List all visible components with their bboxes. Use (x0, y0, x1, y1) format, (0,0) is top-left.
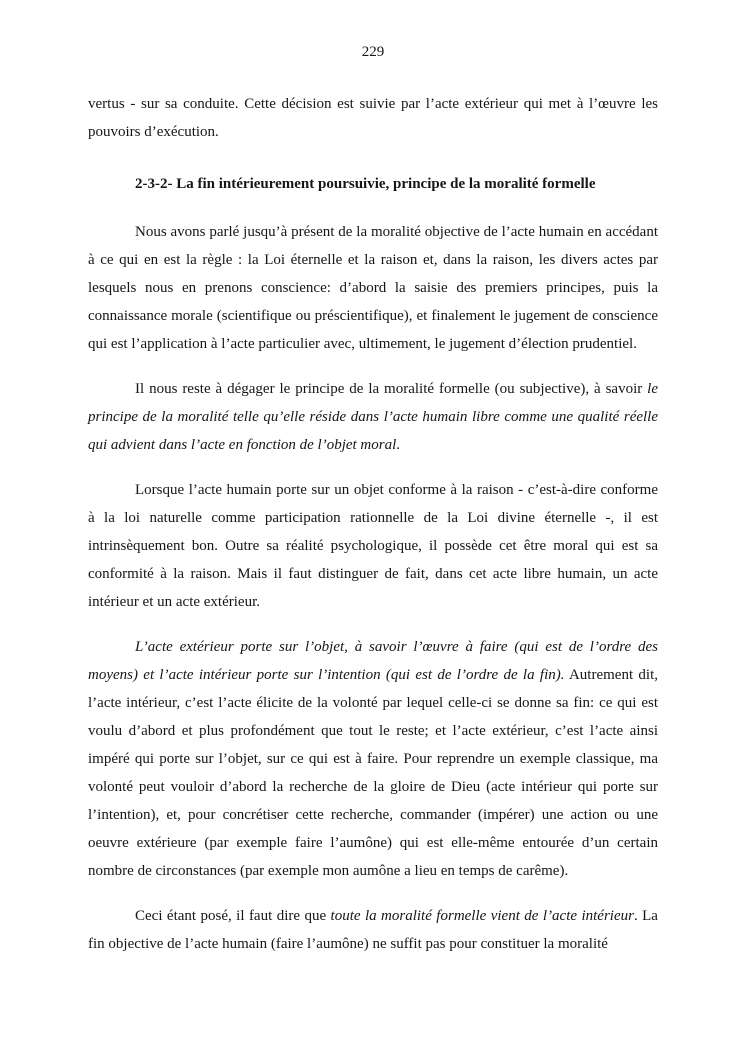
text-segment: . La fin objective de l’acte humain (faire l’aumône) ne suffit pas pour constituer la moralité (88, 908, 658, 952)
text-segment: Il nous reste à dégager le principe de la moralité formelle (ou subjective), à savoir (135, 381, 648, 397)
text-segment: . (396, 437, 401, 453)
section-heading: 2-3-2- La fin intérieurement poursuivie, principe de la moralité formelle (135, 176, 596, 192)
text-segment: Lorsque l’acte humain porte sur un objet conforme à la raison - c’est-à-dire conforme à la loi naturelle comme participation rationnelle de la Loi divine éternelle -, il est intrinsèquement bon. Outre sa réalité psychologique, il possède cet être moral qui est sa conformité à la raison. Mais il faut distinguer de fait, dans cet acte libre humain, un acte intérieur et un acte extérieur. (88, 482, 658, 610)
text-segment: Nous avons parlé jusqu’à présent de la moralité objective de l’acte humain en accédant à ce qui en est la règle : la Loi éternelle et la raison et, dans la raison, les divers actes par lesquels nous en prenons conscience: d’abord la saisie des premiers principes, puis la connaissance morale (scientifique ou préscientifique), et finalement le jugement de conscience qui est l’application à l’acte particulier avec, ultimement, le jugement d’élection prudentiel. (88, 224, 658, 352)
paragraph-conclusion (88, 902, 658, 958)
paragraph-exterior-act-definition (88, 633, 658, 885)
text-segment: Ceci étant posé, il faut dire que (135, 908, 331, 924)
text-segment-italic: toute la moralité formelle vient de l’acte intérieur (330, 908, 634, 924)
text-segment-italic: le principe de la moralité telle qu’elle réside dans l’acte humain libre comme une qualité réelle qui advient dans l’acte en fonction de l’objet moral (88, 381, 658, 453)
text-segment-italic: L’acte extérieur porte sur l’objet, à savoir l’œuvre à faire (qui est de l’ordre des moyens) et l’acte intérieur porte sur l’intention (qui est de l’ordre de la fin). (88, 639, 658, 683)
paragraph-interior-exterior-act (88, 476, 658, 616)
paragraph-objective-morality (88, 218, 658, 358)
page-number: 229 (361, 44, 385, 60)
text-segment: Autrement dit, l’acte intérieur, c’est l’acte élicite de la volonté par lequel celle-ci se donne sa fin: ce qui est voulu d’abord et plus profondément que tout le reste; et l’acte extérieur, c’est l’acte ainsi impéré qui porte sur l’objet, sur ce qui est à faire. Pour reprendre un exemple classique, ma volonté peut vouloir d’abord la recherche de la gloire de Dieu (acte intérieur qui porte sur l’intention), et, pour concrétiser cette recherche, commander (impérer) une action ou une oeuvre extérieure (par exemple faire l’aumône) qui est elle-même entourée d’un certain nombre de circonstances (par exemple mon aumône a lieu en temps de carême). (88, 667, 658, 879)
paragraph-formal-morality-principle (88, 375, 658, 459)
paragraph-continuation (88, 90, 658, 146)
text-segment: vertus - sur sa conduite. Cette décision est suivie par l’acte extérieur qui met à l’œuvre les pouvoirs d’exécution. (88, 96, 658, 140)
